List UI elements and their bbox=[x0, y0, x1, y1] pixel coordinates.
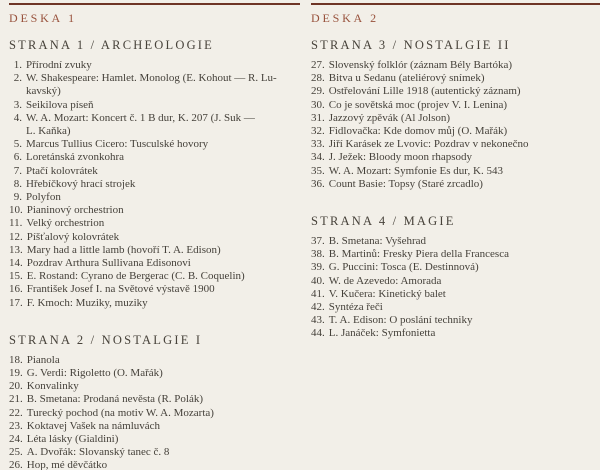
track-text: W. de Azevedo: Amorada bbox=[328, 274, 442, 287]
track-text: V. Kučera: Kinetický balet bbox=[328, 287, 446, 300]
tracklist-section bbox=[9, 333, 300, 470]
track-item bbox=[9, 270, 300, 283]
track-number: 14. bbox=[9, 257, 23, 270]
track-text: B. Smetana: Prodaná nevěsta (R. Polák) bbox=[26, 393, 204, 406]
track-text: B. Martinů: Fresky Piera della Francesca bbox=[328, 248, 509, 261]
track-text: Jiří Karásek ze Lvovic: Pozdrav v nekonečno bbox=[328, 138, 529, 151]
track-text: Koktavej Vašek na námluvách bbox=[26, 419, 161, 432]
track-item bbox=[9, 433, 300, 446]
track-item bbox=[311, 99, 600, 112]
track-item bbox=[311, 165, 600, 178]
track-item bbox=[9, 99, 300, 112]
track-list bbox=[9, 354, 300, 470]
track-text: E. Rostand: Cyrano de Bergerac (C. B. Coquelin) bbox=[26, 270, 245, 283]
track-number: 7. bbox=[13, 164, 22, 177]
track-text: A. Dvořák: Slovanský tanec č. 8 bbox=[26, 446, 170, 459]
track-item bbox=[311, 288, 600, 301]
track-text: G. Puccini: Tosca (E. Destinnová) bbox=[328, 261, 479, 274]
track-item bbox=[9, 407, 300, 420]
track-text: Syntéza řeči bbox=[328, 301, 383, 314]
tracklist-section bbox=[311, 38, 600, 191]
track-number: 33. bbox=[311, 138, 325, 151]
track-number: 19. bbox=[9, 367, 23, 380]
track-item bbox=[9, 72, 300, 98]
track-list bbox=[9, 59, 300, 310]
track-number: 12. bbox=[9, 230, 23, 243]
top-rule bbox=[311, 3, 600, 5]
section-title: STRANA 3 / NOSTALGIE II bbox=[311, 38, 511, 52]
track-number: 6. bbox=[13, 151, 22, 164]
track-text: Fidlovačka: Kde domov můj (O. Mařák) bbox=[328, 125, 508, 138]
track-text: Pozdrav Arthura Sullivana Edisonovi bbox=[26, 257, 191, 270]
track-text: Jazzový zpěvák (Al Jolson) bbox=[328, 111, 451, 124]
track-number: 1. bbox=[13, 59, 22, 71]
track-number: 25. bbox=[9, 446, 23, 459]
track-number: 44. bbox=[311, 327, 325, 340]
track-number: 22. bbox=[9, 406, 23, 419]
track-number: 5. bbox=[13, 138, 22, 151]
track-number: 18. bbox=[9, 353, 23, 366]
sections bbox=[9, 38, 300, 470]
track-item bbox=[9, 231, 300, 244]
track-text: Polyfon bbox=[26, 191, 61, 204]
track-item bbox=[311, 59, 600, 72]
track-text: Konvalinky bbox=[26, 380, 79, 393]
track-number: 41. bbox=[311, 287, 325, 300]
track-text: Ptačí kolovrátek bbox=[26, 164, 98, 177]
track-list bbox=[311, 59, 600, 191]
track-number: 26. bbox=[9, 459, 23, 470]
track-number: 20. bbox=[9, 380, 23, 393]
track-number: 17. bbox=[9, 296, 23, 309]
column-deska-1 bbox=[9, 3, 300, 470]
sections bbox=[311, 38, 600, 341]
track-text: František Josef I. na Světové výstavě 1900 bbox=[26, 283, 215, 296]
track-text: T. A. Edison: O poslání techniky bbox=[328, 314, 473, 327]
track-number: 31. bbox=[311, 111, 325, 124]
track-item bbox=[9, 138, 300, 151]
track-number: 10. bbox=[9, 204, 23, 217]
track-number: 35. bbox=[311, 164, 325, 177]
track-item bbox=[311, 275, 600, 288]
track-text: Pianinový orchestrion bbox=[26, 204, 124, 217]
track-number: 37. bbox=[311, 235, 325, 248]
track-number: 32. bbox=[311, 125, 325, 138]
track-number: 13. bbox=[9, 243, 23, 256]
track-number: 29. bbox=[311, 85, 325, 98]
track-text: Turecký pochod (na motiv W. A. Mozarta) bbox=[26, 406, 214, 419]
track-item bbox=[9, 59, 300, 72]
track-item bbox=[9, 446, 300, 459]
track-item bbox=[9, 165, 300, 178]
track-item bbox=[311, 125, 600, 138]
track-text: J. Ježek: Bloody moon rhapsody bbox=[328, 151, 473, 164]
track-item bbox=[311, 235, 600, 248]
track-item bbox=[9, 459, 300, 470]
column-deska-2 bbox=[311, 3, 600, 470]
track-item bbox=[9, 354, 300, 367]
track-text: Pianola bbox=[26, 353, 60, 366]
track-text: Přírodní zvuky bbox=[26, 59, 92, 71]
tracklist-section bbox=[311, 214, 600, 341]
track-text: Ostřelování Lille 1918 (autentický záznam) bbox=[328, 85, 521, 98]
track-item bbox=[9, 283, 300, 296]
track-text: Píšťalový kolovrátek bbox=[26, 230, 120, 243]
section-title: STRANA 4 / MAGIE bbox=[311, 214, 456, 229]
track-item bbox=[9, 191, 300, 204]
track-text: Bitva u Sedanu (ateliérový snímek) bbox=[328, 72, 485, 85]
track-number: 34. bbox=[311, 151, 325, 164]
track-item bbox=[311, 327, 600, 340]
track-number: 15. bbox=[9, 270, 23, 283]
track-item bbox=[9, 178, 300, 191]
track-text: G. Verdi: Rigoletto (O. Mařák) bbox=[26, 367, 163, 380]
track-number: 30. bbox=[311, 98, 325, 111]
track-number: 24. bbox=[9, 433, 23, 446]
track-number: 38. bbox=[311, 248, 325, 261]
track-number: 3. bbox=[13, 98, 22, 111]
track-item bbox=[311, 261, 600, 274]
track-item bbox=[9, 112, 300, 138]
track-number: 4. bbox=[13, 111, 22, 124]
tracklist-section bbox=[9, 38, 300, 310]
track-number: 11. bbox=[9, 217, 23, 230]
section-title: STRANA 1 / ARCHEOLOGIE bbox=[9, 38, 215, 52]
track-number: 36. bbox=[311, 177, 325, 190]
section-title: STRANA 2 / NOSTALGIE I bbox=[9, 332, 203, 347]
track-text: Slovenský folklór (záznam Bély Bartóka) bbox=[328, 59, 513, 71]
track-item bbox=[9, 257, 300, 270]
track-item bbox=[311, 301, 600, 314]
track-number: 39. bbox=[311, 261, 325, 274]
track-number: 43. bbox=[311, 314, 325, 327]
track-item bbox=[311, 314, 600, 327]
track-number: 28. bbox=[311, 72, 325, 85]
track-text: W. A. Mozart: Koncert č. 1 B dur, K. 207 (J. Suk — L. Kaňka) bbox=[26, 111, 255, 138]
track-text: Velký orchestrion bbox=[26, 217, 105, 230]
track-text: L. Janáček: Symfonietta bbox=[328, 327, 436, 340]
deska-title: DESKA 1 bbox=[9, 11, 77, 25]
track-text: F. Kmoch: Muziky, muziky bbox=[26, 296, 148, 309]
track-text: W. A. Mozart: Symfonie Es dur, K. 543 bbox=[328, 164, 503, 177]
track-item bbox=[311, 112, 600, 125]
track-text: Léta lásky (Gialdini) bbox=[26, 433, 119, 446]
track-item bbox=[311, 138, 600, 151]
track-list bbox=[311, 235, 600, 341]
track-number: 16. bbox=[9, 283, 23, 296]
track-item bbox=[9, 217, 300, 230]
track-number: 42. bbox=[311, 301, 325, 314]
track-text: Seikilova píseň bbox=[26, 98, 94, 111]
deska-title: DESKA 2 bbox=[311, 11, 379, 25]
track-item bbox=[9, 380, 300, 393]
track-text: Mary had a little lamb (hovoří T. A. Edison) bbox=[26, 243, 221, 256]
track-text: Loretánská zvonkohra bbox=[26, 151, 125, 164]
track-text: W. Shakespeare: Hamlet. Monolog (E. Kohout — R. Lu- kavský) bbox=[26, 72, 277, 98]
track-text: Hřebíčkový hrací strojek bbox=[26, 177, 136, 190]
track-item bbox=[9, 204, 300, 217]
track-item bbox=[311, 178, 600, 191]
track-text: Marcus Tullius Cicero: Tusculské hovory bbox=[26, 138, 209, 151]
track-item bbox=[9, 393, 300, 406]
track-text: Co je sovětská moc (projev V. I. Lenina) bbox=[328, 98, 508, 111]
track-text: Hop, mé děvčátko bbox=[26, 459, 108, 470]
track-number: 21. bbox=[9, 393, 23, 406]
track-text: B. Smetana: Vyšehrad bbox=[328, 235, 427, 248]
track-number: 40. bbox=[311, 274, 325, 287]
track-item bbox=[311, 151, 600, 164]
track-item bbox=[9, 151, 300, 164]
track-number: 2. bbox=[13, 72, 22, 85]
track-text: Count Basie: Topsy (Staré zrcadlo) bbox=[328, 177, 483, 190]
track-item bbox=[311, 85, 600, 98]
track-number: 27. bbox=[311, 59, 325, 71]
track-number: 9. bbox=[13, 191, 22, 204]
track-item bbox=[311, 248, 600, 261]
track-item bbox=[9, 420, 300, 433]
track-item bbox=[311, 72, 600, 85]
track-item bbox=[9, 297, 300, 310]
top-rule bbox=[9, 3, 300, 5]
track-item bbox=[9, 367, 300, 380]
track-number: 8. bbox=[13, 177, 22, 190]
track-item bbox=[9, 244, 300, 257]
track-number: 23. bbox=[9, 419, 23, 432]
